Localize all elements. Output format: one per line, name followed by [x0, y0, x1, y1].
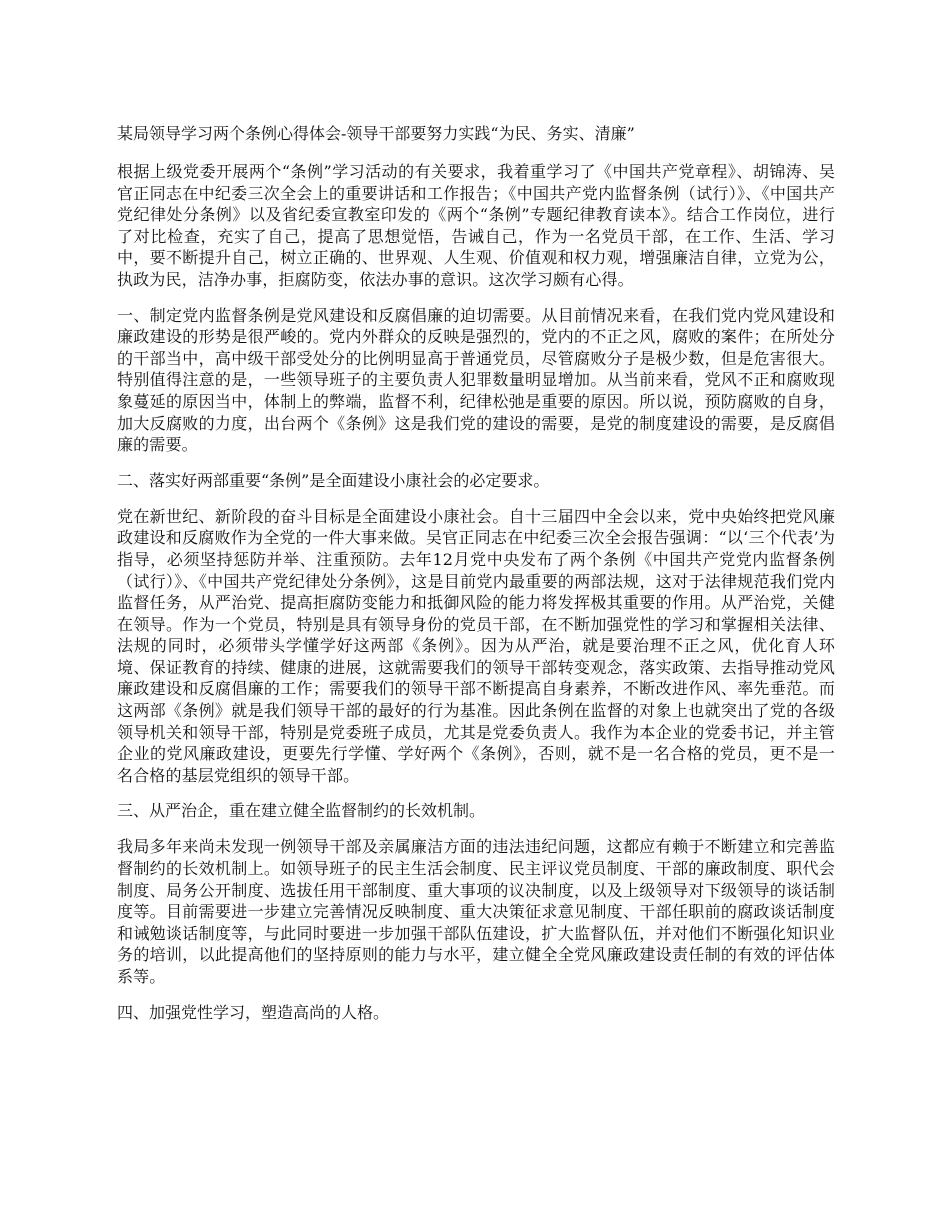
section-heading-3: 三、从严治企，重在建立健全监督制约的长效机制。	[117, 801, 486, 821]
section-heading-4: 四、加强党性学习，塑造高尚的人格。	[117, 1002, 390, 1022]
paragraph-section-3: 我局多年来尚未发现一例领导干部及亲属廉洁方面的违法违纪问题，这都应有赖于不断建立和完善监督制约的长效机制上。如领导班子的民主生活会制度、民主评议党员制度、干部的廉政制度、职代会制度、局务公开制度、选拔任用干部制度、重大事项的议决制度，以及上级领导对下级领导的谈话制度等。目前需要进一步建立完善情况反映制度、重大决策征求意见制度、干部任职前的腐政谈话制度和诫勉谈话制度等，与此同时要进一步加强干部队伍建设，扩大监督队伍，并对他们不断强化知识业务的培训，以此提高他们的坚持原则的能力与水平，建立健全全党风廉政建设责任制的有效的评估体系等。	[117, 837, 835, 986]
paragraph-intro: 根据上级党委开展两个“条例”学习活动的有关要求，我着重学习了《中国共产党章程》、胡锦涛、吴官正同志在中纪委三次全会上的重要讲话和工作报告；《中国共产党内监督条例（试行）》、《中国共产党纪律处分条例》以及省纪委宣教室印发的《两个“条例”专题纪律教育读本》。结合工作岗位，进行了对比检查，充实了自己，提高了思想觉悟，告诫自己，作为一名党员干部，在工作、生活、学习中，要不断提升自己，树立正确的、世界观、人生观、价值观和权力观，增强廉洁自律，立党为公，执政为民，洁净办事，拒腐防变，依法办事的意识。这次学习颇有心得。	[117, 162, 835, 289]
document-page	[117, 123, 835, 1038]
paragraph-section-2: 党在新世纪、新阶段的奋斗目标是全面建设小康社会。自十三届四中全会以来，党中央始终把党风廉政建设和反腐败作为全党的一件大事来做。吴官正同志在中纪委三次全会报告强调：“以‘三个代表’为指导，必须坚持惩防并举、注重预防。去年12月党中央发布了两个条例《中国共产党党内监督条例（试行）》、《中国共产党纪律处分条例》，这是目前党内最重要的两部法规，这对于法律规范我们党内监督任务，从严治党、提高拒腐防变能力和抵御风险的能力将发挥极其重要的作用。从严治党，关健在领导。作为一个党员，特别是具有领导身份的党员干部，在不断加强党性的学习和掌握相关法律、法规的同时，必须带头学懂学好这两部《条例》。因为从严治，就是要治理不正之风，优化育人环境、保证教育的持续、健康的进展，这就需要我们的领导干部转变观念，落实政策、去指导推动党风廉政建设和反腐倡廉的工作；需要我们的领导干部不断提高自身素养，不断改进作风、率先垂范。而这两部《条例》就是我们领导干部的最好的行为基准。因此条例在监督的对象上也就突出了党的各级领导机关和领导干部，特别是党委班子成员，尤其是党委负责人。我作为本企业的党委书记，并主管企业的党风廉政建设，更要先行学懂、学好两个《条例》，否则，就不是一名合格的党员，更不是一名合格的基层党组织的领导干部。	[117, 506, 835, 785]
document-title: 某局领导学习两个条例心得体会-领导干部要努力实践“为民、务实、清廉”	[117, 124, 635, 143]
paragraph-section-1: 一、制定党内监督条例是党风建设和反腐倡廉的迫切需要。从目前情况来看，在我们党内党风建设和廉政建设的形势是很严峻的。党内外群众的反映是强烈的，党内的不正之风，腐败的案件；在所处分的干部当中，高中级干部受处分的比例明显高于普通党员，尽管腐败分子是极少数，但是危害很大。特别值得注意的是，一些领导班子的主要负责人犯罪数量明显增加。从当前来看，党风不正和腐败现象蔓延的原因当中，体制上的弊端，监督不利，纪律松弛是重要的原因。所以说，预防腐败的自身，加大反腐败的力度，出台两个《条例》这是我们党的建设的需要，是党的制度建设的需要，是反腐倡廉的需要。	[117, 305, 835, 455]
section-heading-2: 二、落实好两部重要“条例”是全面建设小康社会的必定要求。	[117, 470, 550, 490]
